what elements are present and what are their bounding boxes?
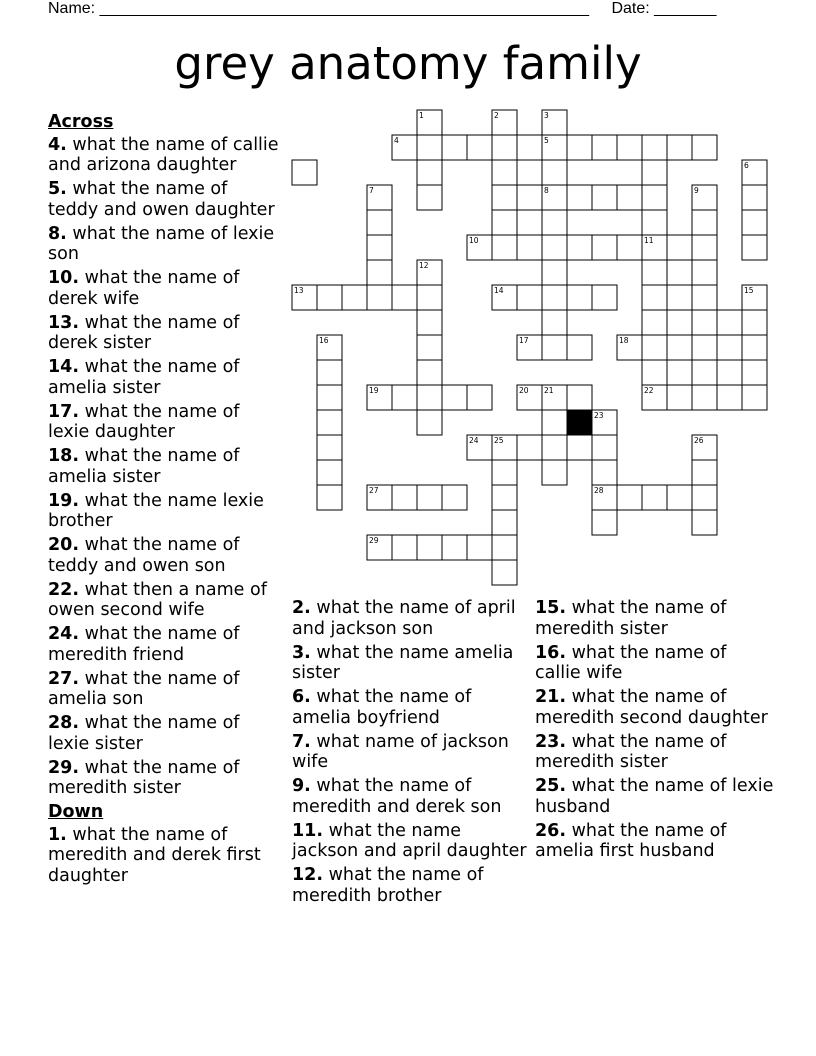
down-clue-list-3 <box>535 598 775 862</box>
clue-number: 20. <box>48 535 80 555</box>
clue-number: 4. <box>48 134 67 155</box>
clue-item <box>535 687 775 728</box>
clue-text: what the name of lexie husband <box>535 776 774 817</box>
grid-cell <box>392 285 417 310</box>
clue-item <box>48 580 280 621</box>
clue-item <box>292 821 528 862</box>
grid-cell <box>567 335 592 360</box>
clue-number: 14. <box>48 357 80 377</box>
grid-cell <box>642 335 667 360</box>
cell-number: 15 <box>744 286 754 295</box>
clue-text: what then a name of owen second wife <box>48 579 267 620</box>
clue-text: what the name of lexie son <box>48 223 275 264</box>
clue-number: 6. <box>292 687 311 707</box>
clue-number: 26. <box>535 820 567 841</box>
clues-column-1 <box>48 112 280 890</box>
grid-cell <box>342 285 367 310</box>
grid-cell <box>317 410 342 435</box>
grid-cell <box>517 210 542 235</box>
grid-cell <box>417 410 442 435</box>
clue-item <box>48 669 280 710</box>
clue-text: what the name of amelia sister <box>48 446 240 487</box>
grid-cell <box>567 385 592 410</box>
grid-cell <box>317 360 342 385</box>
cell-number: 10 <box>469 236 479 245</box>
grid-cell <box>667 385 692 410</box>
name-line: Name: _______________________________________________________ <box>48 0 589 17</box>
grid-cell <box>642 285 667 310</box>
cell-number: 3 <box>544 111 549 120</box>
clue-item <box>48 402 280 443</box>
grid-cell <box>542 285 567 310</box>
clue-text: what the name amelia sister <box>292 642 514 683</box>
cell-number: 18 <box>619 336 629 345</box>
clue-text: what the name of amelia boyfriend <box>292 687 472 728</box>
clue-text: what the name of amelia son <box>48 668 240 709</box>
grid-cell <box>642 485 667 510</box>
grid-cell <box>592 235 617 260</box>
grid-cell <box>467 385 492 410</box>
grid-cell <box>642 160 667 185</box>
clue-text: what the name of derek wife <box>48 268 240 309</box>
clue-item <box>48 268 280 309</box>
clue-number: 13. <box>48 312 80 333</box>
clue-item <box>48 624 280 665</box>
cell-number: 19 <box>369 386 379 395</box>
cell-number: 25 <box>494 436 504 445</box>
grid-cell <box>467 535 492 560</box>
grid-cell <box>542 410 567 435</box>
grid-cell <box>492 235 517 260</box>
grid-cell <box>442 135 467 160</box>
grid-cell <box>742 310 767 335</box>
date-line: Date: _______ <box>611 0 717 17</box>
clues-column-2 <box>292 598 528 910</box>
grid-cell <box>492 185 517 210</box>
cell-number: 28 <box>594 486 604 495</box>
clue-number: 29. <box>48 757 80 778</box>
grid-cell <box>742 360 767 385</box>
grid-cell <box>492 535 517 560</box>
grid-cell <box>417 160 442 185</box>
clue-number: 7. <box>292 731 311 752</box>
grid-cell <box>567 185 592 210</box>
grid-cell <box>517 435 542 460</box>
clue-number: 17. <box>48 401 80 422</box>
cell-number: 24 <box>469 436 479 445</box>
grid-cell <box>742 385 767 410</box>
clue-item <box>535 643 775 684</box>
grid-cell <box>667 310 692 335</box>
cell-number: 21 <box>544 386 554 395</box>
grid-cell <box>692 260 717 285</box>
grid-cell <box>417 185 442 210</box>
grid-cell <box>317 485 342 510</box>
clue-text: what the name of teddy and owen daughter <box>48 179 275 220</box>
grid-cell <box>317 435 342 460</box>
clue-text: what the name of lexie daughter <box>48 401 240 442</box>
grid-cell <box>642 135 667 160</box>
cell-number: 16 <box>319 336 329 345</box>
grid-cell <box>417 485 442 510</box>
grid-cell <box>567 285 592 310</box>
grid-cell <box>742 335 767 360</box>
clue-item <box>48 224 280 265</box>
grid-cell <box>492 510 517 535</box>
grid-cell <box>642 360 667 385</box>
grid-cell <box>592 185 617 210</box>
grid-cell <box>742 235 767 260</box>
grid-cell <box>717 335 742 360</box>
cell-number: 1 <box>419 111 424 120</box>
grid-cell <box>617 235 642 260</box>
cell-number: 5 <box>544 136 549 145</box>
grid-cell <box>417 285 442 310</box>
clue-number: 25. <box>535 776 567 796</box>
grid-cell <box>367 210 392 235</box>
cell-number: 9 <box>694 186 699 195</box>
clue-number: 5. <box>48 179 67 199</box>
grid-cell <box>542 235 567 260</box>
clue-item <box>48 758 280 799</box>
grid-cell <box>542 310 567 335</box>
clue-text: what the name of meredith second daughter <box>535 687 768 728</box>
cell-number: 29 <box>369 536 379 545</box>
clue-number: 18. <box>48 446 80 466</box>
cell-number: 20 <box>519 386 529 395</box>
cell-number: 23 <box>594 411 604 420</box>
clue-text: what the name of meredith and derek first daughter <box>48 824 261 886</box>
grid-cell <box>567 135 592 160</box>
grid-cell <box>692 310 717 335</box>
clue-item <box>292 732 528 773</box>
cell-number: 6 <box>744 161 749 170</box>
clue-item <box>292 865 528 906</box>
grid-cell <box>417 385 442 410</box>
grid-cell <box>667 285 692 310</box>
grid-cell <box>642 210 667 235</box>
grid-cell <box>367 235 392 260</box>
clue-item <box>48 135 280 176</box>
grid-cell <box>517 185 542 210</box>
grid-cell <box>692 235 717 260</box>
grid-cell <box>667 360 692 385</box>
across-heading: Across <box>48 112 114 132</box>
grid-cell <box>392 485 417 510</box>
clue-text: what the name of amelia first husband <box>535 820 727 861</box>
grid-cell <box>717 310 742 335</box>
clue-text: what the name of teddy and owen son <box>48 535 240 576</box>
cell-number: 4 <box>394 136 399 145</box>
grid-cell <box>542 260 567 285</box>
clue-item <box>292 643 528 684</box>
clue-item <box>48 825 280 887</box>
grid-cell <box>317 385 342 410</box>
cell-number: 7 <box>369 186 374 195</box>
across-clue-list <box>48 135 280 799</box>
clue-number: 12. <box>292 865 324 885</box>
black-cell <box>567 410 592 435</box>
grid-cell <box>692 135 717 160</box>
down-heading: Down <box>48 802 104 822</box>
clue-number: 15. <box>535 598 567 618</box>
grid-cell <box>392 535 417 560</box>
grid-cell <box>542 435 567 460</box>
clue-text: what the name lexie brother <box>48 490 264 531</box>
grid-cell <box>692 285 717 310</box>
clue-text: what the name of derek sister <box>48 312 240 353</box>
grid-cell <box>592 460 617 485</box>
clue-number: 23. <box>535 731 567 752</box>
clue-number: 21. <box>535 687 567 707</box>
clue-item <box>535 776 775 817</box>
grid-cell <box>667 335 692 360</box>
clue-text: what the name of lexie sister <box>48 713 240 754</box>
clue-text: what the name of amelia sister <box>48 357 240 398</box>
clue-item <box>535 598 775 639</box>
cell-number: 27 <box>369 486 379 495</box>
grid-cell <box>517 285 542 310</box>
clue-text: what the name of meredith sister <box>535 598 727 639</box>
clue-text: what name of jackson wife <box>292 731 509 772</box>
clue-text: what the name of meredith brother <box>292 865 484 906</box>
grid-cell <box>667 260 692 285</box>
grid-cell <box>667 135 692 160</box>
grid-cell <box>492 210 517 235</box>
grid-cell <box>442 385 467 410</box>
grid-cell <box>742 185 767 210</box>
clue-number: 10. <box>48 268 80 288</box>
grid-cell <box>567 235 592 260</box>
grid-cell <box>617 185 642 210</box>
clue-text: what the name of meredith sister <box>535 731 727 772</box>
grid-cell <box>542 335 567 360</box>
grid-cell <box>592 285 617 310</box>
grid-cell <box>417 335 442 360</box>
grid-cell <box>392 385 417 410</box>
grid-cell <box>492 160 517 185</box>
clue-text: what the name of april and jackson son <box>292 598 516 639</box>
cell-number: 12 <box>419 261 429 270</box>
grid-cell <box>367 285 392 310</box>
clue-item <box>48 535 280 576</box>
cell-number: 11 <box>644 236 654 245</box>
clue-number: 8. <box>48 223 67 244</box>
grid-cell <box>667 485 692 510</box>
grid-cell <box>717 360 742 385</box>
cell-number: 2 <box>494 111 499 120</box>
grid-cell <box>592 435 617 460</box>
grid-cell <box>417 310 442 335</box>
cell-number: 14 <box>494 286 504 295</box>
clue-number: 28. <box>48 713 80 733</box>
clue-text: what the name of callie and arizona daughter <box>48 134 279 175</box>
grid-cell <box>692 510 717 535</box>
cell-number: 22 <box>644 386 654 395</box>
clue-item <box>48 491 280 532</box>
clue-text: what the name of meredith friend <box>48 624 240 665</box>
grid-cell <box>692 210 717 235</box>
grid-cell <box>417 535 442 560</box>
clue-item <box>48 357 280 398</box>
grid-cell <box>592 135 617 160</box>
grid-cell <box>717 385 742 410</box>
grid-cell <box>692 360 717 385</box>
grid-cell <box>517 160 542 185</box>
clue-item <box>292 776 528 817</box>
clue-item <box>48 179 280 220</box>
cell-number: 17 <box>519 336 529 345</box>
grid-cell <box>517 235 542 260</box>
grid-cell <box>517 135 542 160</box>
grid-cell <box>317 460 342 485</box>
down-clue-list-1 <box>48 825 280 887</box>
grid-cell <box>417 360 442 385</box>
grid-cell <box>492 560 517 585</box>
grid-cell <box>642 185 667 210</box>
grid-cell <box>617 485 642 510</box>
clue-number: 3. <box>292 642 311 663</box>
grid-cell <box>317 285 342 310</box>
clue-number: 24. <box>48 624 80 644</box>
clues-column-3 <box>535 598 775 865</box>
grid-cell <box>442 485 467 510</box>
grid-cell <box>417 135 442 160</box>
clue-number: 1. <box>48 824 67 845</box>
cell-number: 26 <box>694 436 704 445</box>
clue-item <box>292 598 528 639</box>
grid-cell <box>542 160 567 185</box>
clue-text: what the name jackson and april daughter <box>292 820 527 861</box>
clue-text: what the name of meredith and derek son <box>292 776 502 817</box>
clue-item <box>535 732 775 773</box>
grid-cell <box>692 485 717 510</box>
grid-cell <box>692 460 717 485</box>
grid-cell <box>742 210 767 235</box>
clue-number: 22. <box>48 579 80 600</box>
grid-cell <box>667 235 692 260</box>
grid-cell <box>592 510 617 535</box>
grid-cell <box>292 160 317 185</box>
clue-number: 19. <box>48 490 80 511</box>
clue-number: 27. <box>48 668 80 689</box>
clue-item <box>48 713 280 754</box>
grid-cell <box>617 135 642 160</box>
clue-number: 2. <box>292 598 311 618</box>
clue-item <box>48 313 280 354</box>
grid-cell <box>642 260 667 285</box>
down-clue-list-2 <box>292 598 528 906</box>
clue-number: 16. <box>535 642 567 663</box>
grid-cell <box>567 435 592 460</box>
clue-item <box>535 821 775 862</box>
clue-item <box>292 687 528 728</box>
grid-cell <box>542 460 567 485</box>
clue-number: 9. <box>292 776 311 796</box>
clue-item <box>48 446 280 487</box>
grid-cell <box>467 135 492 160</box>
clue-text: what the name of meredith sister <box>48 757 240 798</box>
cell-number: 13 <box>294 286 304 295</box>
grid-cell <box>642 310 667 335</box>
grid-cell <box>492 485 517 510</box>
clue-text: what the name of callie wife <box>535 642 727 683</box>
grid-cell <box>542 210 567 235</box>
grid-cell <box>492 135 517 160</box>
grid-cell <box>492 460 517 485</box>
grid-cell <box>442 535 467 560</box>
cell-number: 8 <box>544 186 549 195</box>
clue-number: 11. <box>292 820 324 841</box>
page-title: grey anatomy family <box>174 37 642 90</box>
grid-cell <box>367 260 392 285</box>
grid-cell <box>692 385 717 410</box>
